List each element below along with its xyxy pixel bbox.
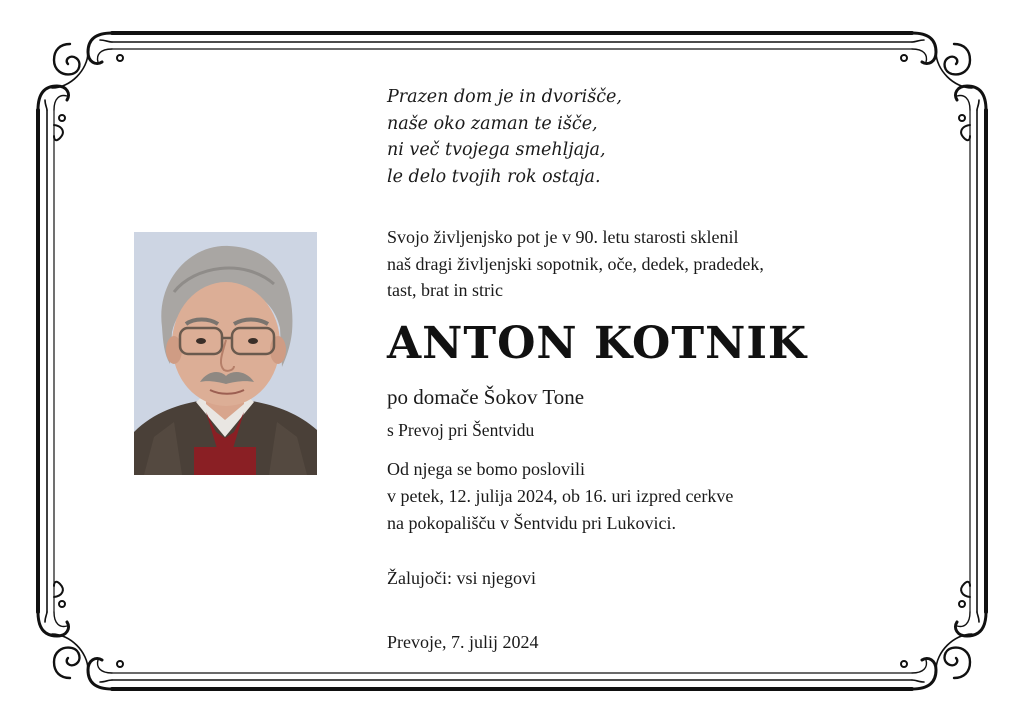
mourners-line: Žalujoči: vsi njegovi (387, 567, 536, 588)
obituary-text (387, 84, 947, 655)
portrait-photo (134, 232, 317, 475)
funeral-details (387, 456, 947, 537)
portrait-illustration (134, 232, 317, 475)
corner-ornament-bottom-left (38, 582, 123, 689)
funeral-line: v petek, 12. julija 2024, ob 16. uri izpred cerkve (387, 485, 734, 506)
intro-line: Svojo življenjsko pot je v 90. letu starosti sklenil (387, 227, 739, 247)
intro-line: naš dragi življenjski sopotnik, oče, dedek, pradedek, (387, 253, 764, 274)
intro-line: tast, brat in stric (387, 280, 503, 300)
deceased-origin: s Prevoj pri Šentvidu (387, 419, 535, 440)
poem-line: le delo tvojih rok ostaja. (387, 166, 601, 187)
memorial-poem (387, 84, 947, 190)
corner-ornament-top-left (38, 33, 123, 140)
deceased-nickname: po domače Šokov Tone (387, 384, 585, 409)
announcement-intro (387, 224, 947, 304)
poem-line: Prazen dom je in dvorišče, (387, 87, 622, 107)
place-and-date: Prevoje, 7. julij 2024 (387, 631, 539, 652)
funeral-line: Od njega se bomo poslovili (387, 458, 585, 479)
deceased-name: ANTON KOTNIK (387, 317, 808, 369)
poem-line: ni več tvojega smehljaja, (387, 140, 606, 160)
poem-line: naše oko zaman te išče, (387, 113, 598, 134)
funeral-line: na pokopališču v Šentvidu pri Lukovici. (387, 512, 676, 533)
